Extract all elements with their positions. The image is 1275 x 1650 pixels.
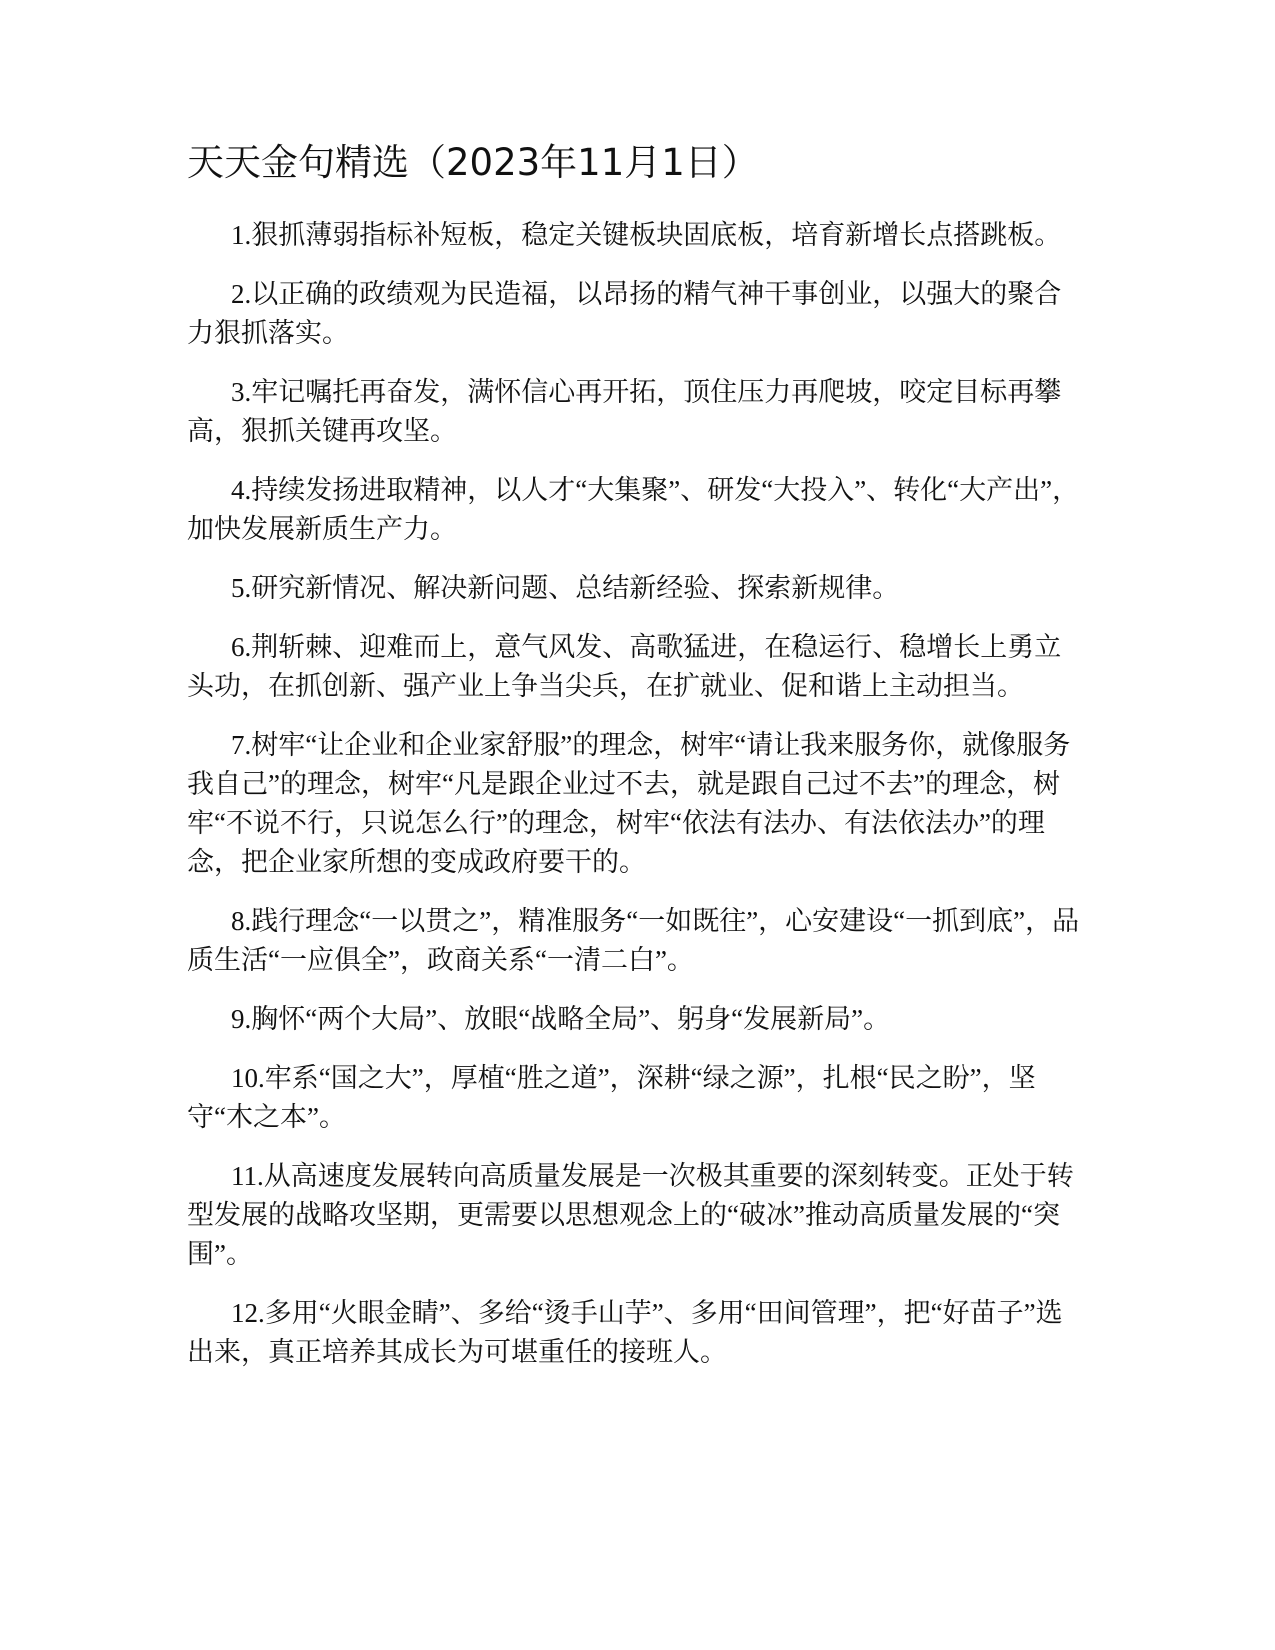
document-title: 天天金句精选（2023年11月1日） xyxy=(187,141,759,184)
quote-item-1: 1.狠抓薄弱指标补短板，稳定关键板块固底板，培育新增长点搭跳板。 xyxy=(231,220,1062,251)
quote-item-11: 11.从高速度发展转向高质量发展是一次极其重要的深刻转变。正处于转型发展的战略攻坚期，更需要以思想观念上的“破冰”推动高质量发展的“突围”。 xyxy=(187,1161,1074,1270)
quote-item-7: 7.树牢“让企业和企业家舒服”的理念，树牢“请让我来服务你，就像服务我自己”的理念，树牢“凡是跟企业过不去，就是跟自己过不去”的理念，树牢“不说不行，只说怎么行”的理念，树牢“依法有法办、有法依法办”的理念，把企业家所想的变成政府要干的。 xyxy=(187,730,1071,878)
quote-item-5: 5.研究新情况、解决新问题、总结新经验、探索新规律。 xyxy=(231,573,900,604)
quote-item-2: 2.以正确的政绩观为民造福，以昂扬的精气神干事创业，以强大的聚合力狠抓落实。 xyxy=(187,279,1062,349)
quote-item-4: 4.持续发扬进取精神，以人才“大集聚”、研发“大投入”、转化“大产出”，加快发展新质生产力。 xyxy=(187,475,1080,545)
quote-item-8: 8.践行理念“一以贯之”，精准服务“一如既往”，心安建设“一抓到底”，品质生活“一应俱全”，政商关系“一清二白”。 xyxy=(187,906,1080,976)
quote-item-12: 12.多用“火眼金睛”、多给“烫手山芋”、多用“田间管理”，把“好苗子”选出来，真正培养其成长为可堪重任的接班人。 xyxy=(187,1298,1063,1368)
quote-item-6: 6.荆斩棘、迎难而上，意气风发、高歌猛进，在稳运行、稳增长上勇立头功，在抓创新、强产业上争当尖兵，在扩就业、促和谐上主动担当。 xyxy=(187,632,1062,702)
quote-item-9: 9.胸怀“两个大局”、放眼“战略全局”、躬身“发展新局”。 xyxy=(231,1004,891,1035)
quote-item-10: 10.牢系“国之大”，厚植“胜之道”，深耕“绿之源”，扎根“民之盼”，坚守“木之本”。 xyxy=(187,1063,1036,1133)
quote-item-3: 3.牢记嘱托再奋发，满怀信心再开拓，顶住压力再爬坡，咬定目标再攀高，狠抓关键再攻坚。 xyxy=(187,377,1062,447)
document-page xyxy=(187,140,1087,1392)
